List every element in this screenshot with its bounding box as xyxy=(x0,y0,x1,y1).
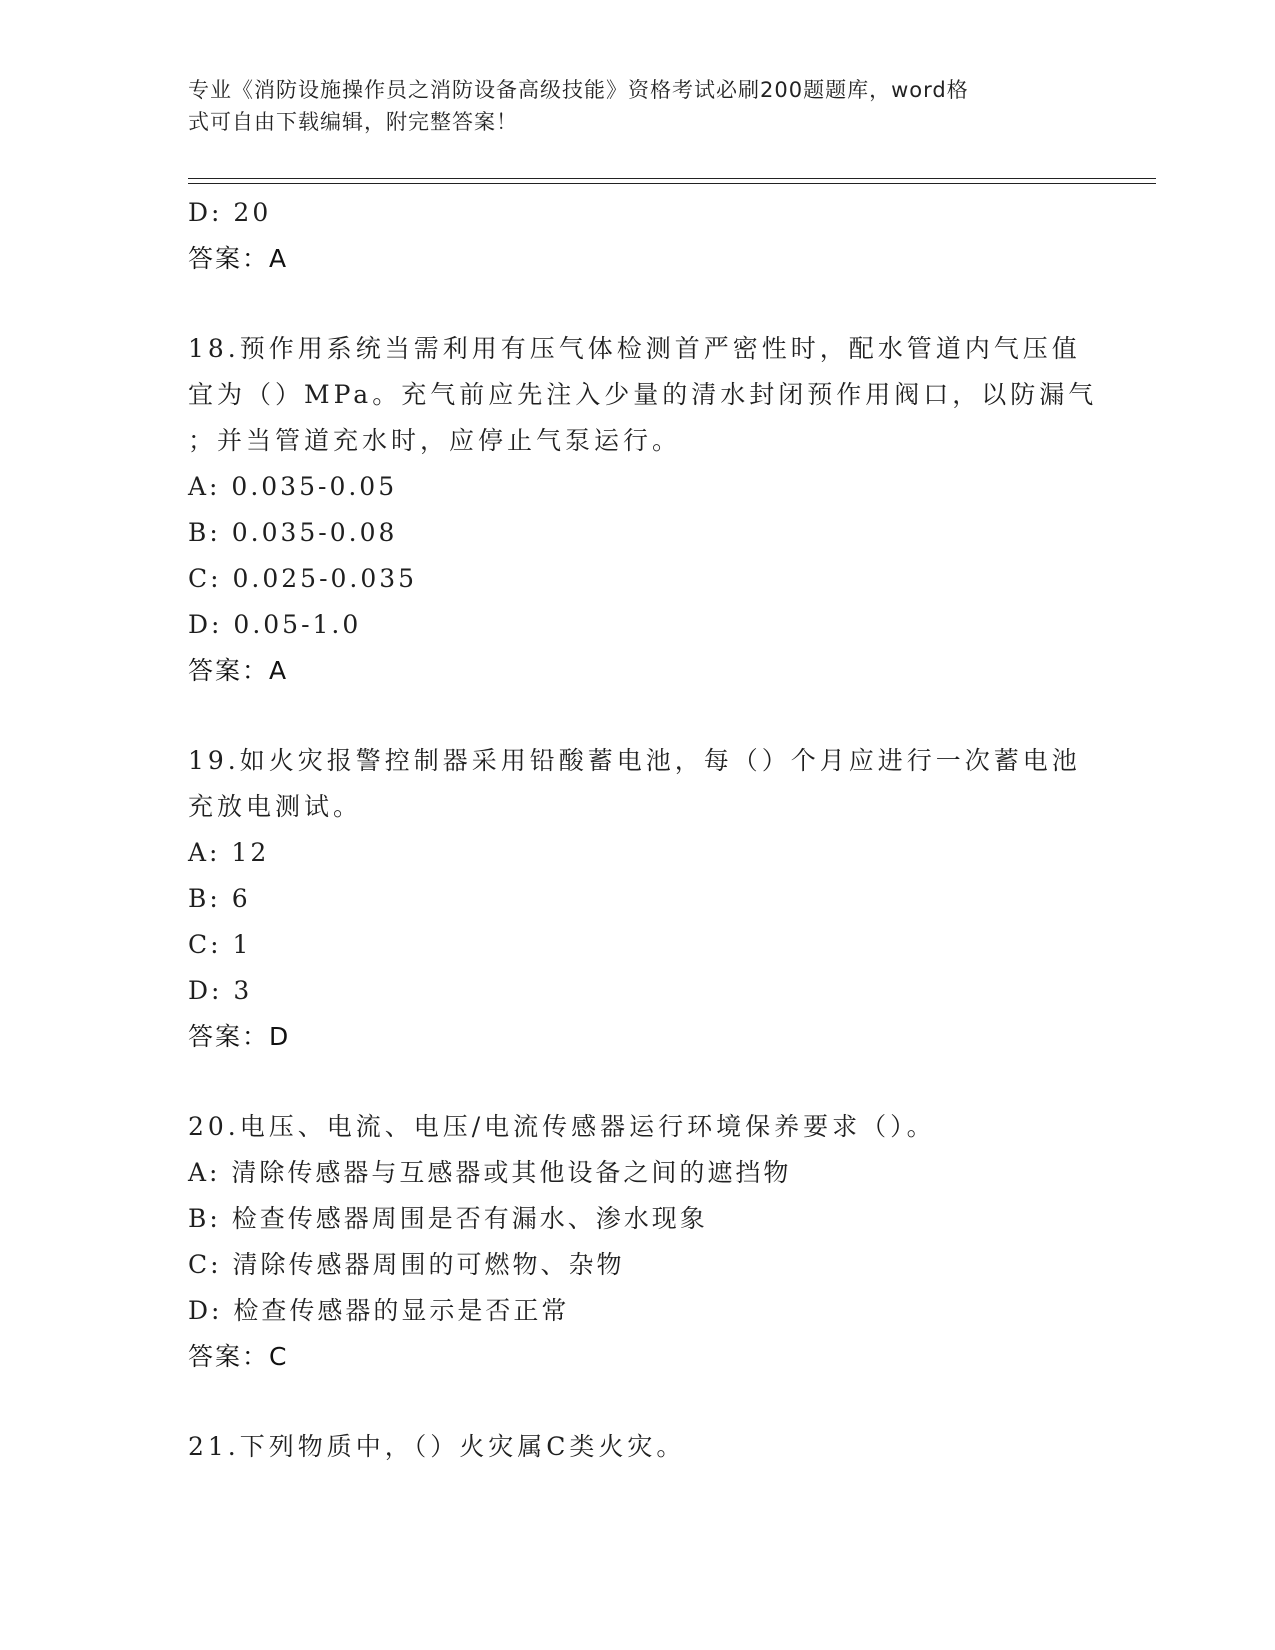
question-18 xyxy=(188,326,1098,694)
page-header xyxy=(188,74,1088,138)
option-d: D: 3 xyxy=(188,976,253,1005)
question-text xyxy=(188,738,1088,830)
option-c: C: 0.025-0.035 xyxy=(188,564,418,593)
question-19 xyxy=(188,738,1088,1060)
option-d: D: 20 xyxy=(188,198,272,227)
option-b: B: 检查传感器周围是否有漏水、渗水现象 xyxy=(188,1204,708,1233)
question-text xyxy=(188,1104,1088,1150)
question-20 xyxy=(188,1104,1088,1380)
answer-line: 答案：A xyxy=(188,656,289,685)
header-divider xyxy=(188,183,1156,184)
question-text-line: 充放电测试。 xyxy=(188,792,363,821)
question-text-line: 21.下列物质中，（）火灾属C类火灾。 xyxy=(188,1432,686,1461)
option-b: B: 0.035-0.08 xyxy=(188,518,398,547)
option-b: B: 6 xyxy=(188,884,251,913)
question-text-line: 18.预作用系统当需利用有压气体检测首严密性时，配水管道内气压值 xyxy=(188,334,1081,363)
question-text-line: ；并当管道充水时，应停止气泵运行。 xyxy=(188,426,682,455)
question-17-tail xyxy=(188,190,1088,282)
document-body xyxy=(188,190,1098,1470)
option-c: C: 1 xyxy=(188,930,252,959)
option-d: D: 检查传感器的显示是否正常 xyxy=(188,1296,570,1325)
option-a: A: 12 xyxy=(188,838,270,867)
answer-line: 答案：C xyxy=(188,1342,289,1371)
header-line: 式可自由下载编辑，附完整答案！ xyxy=(188,110,518,134)
answer-line: 答案：D xyxy=(188,1022,291,1051)
option-c: C: 清除传感器周围的可燃物、杂物 xyxy=(188,1250,625,1279)
question-text xyxy=(188,326,1098,464)
question-text-line: 20.电压、电流、电压/电流传感器运行环境保养要求（）。 xyxy=(188,1112,936,1141)
option-a: A: 清除传感器与互感器或其他设备之间的遮挡物 xyxy=(188,1158,792,1187)
option-a: A: 0.035-0.05 xyxy=(188,472,398,501)
answer-line: 答案：A xyxy=(188,244,289,273)
header-divider xyxy=(188,178,1156,179)
question-text-line: 宜为（）MPa。充气前应先注入少量的清水封闭预作用阀口，以防漏气 xyxy=(188,380,1098,409)
header-line: 专业《消防设施操作员之消防设备高级技能》资格考试必刷200题题库，word格 xyxy=(188,78,969,102)
question-text-line: 19.如火灾报警控制器采用铅酸蓄电池，每（）个月应进行一次蓄电池 xyxy=(188,746,1081,775)
question-text xyxy=(188,1424,1088,1470)
question-21 xyxy=(188,1424,1088,1470)
option-d: D: 0.05-1.0 xyxy=(188,610,362,639)
